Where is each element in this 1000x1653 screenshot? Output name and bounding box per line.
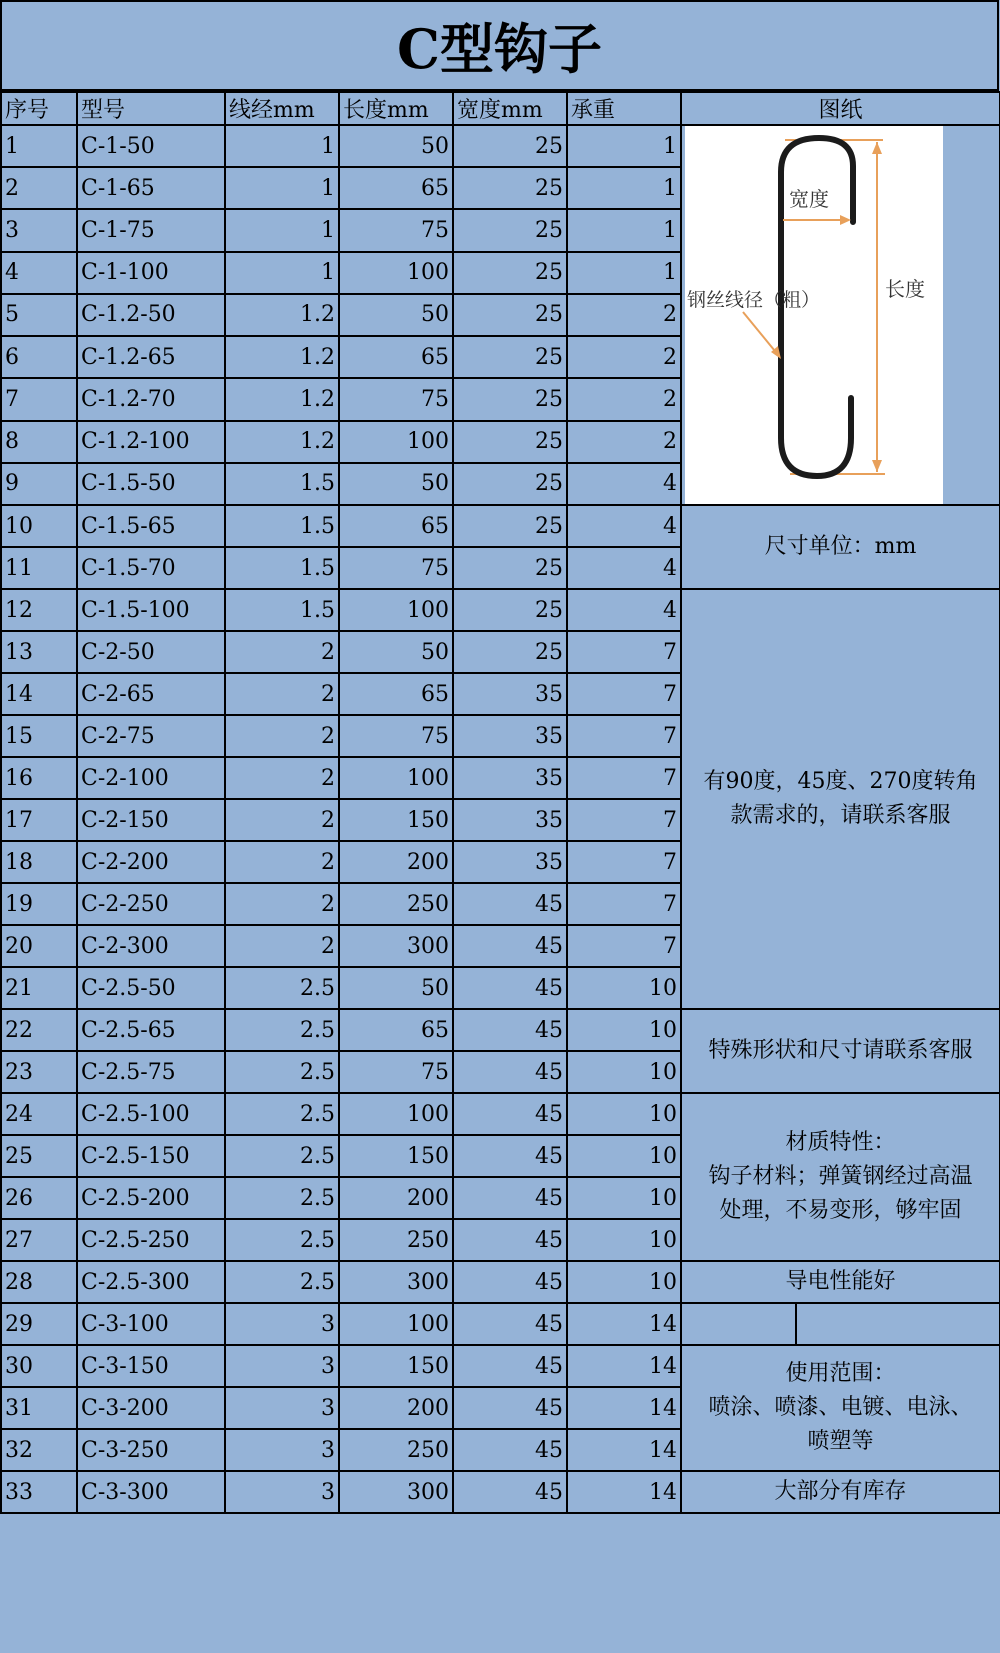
row-wire: 2.5 [225,1177,339,1219]
row-load: 1 [567,125,681,167]
row-length: 65 [339,673,453,715]
table-row [1,1303,1000,1345]
row-index: 33 [1,1471,77,1513]
row-wire: 1.2 [225,294,339,336]
empty-split-cell [681,1303,1000,1345]
note-material-line-1: 材质特性： [785,1130,896,1155]
row-model: C-2.5-250 [77,1219,225,1261]
header-length: 长度mm [339,92,453,125]
row-length: 100 [339,1093,453,1135]
row-length: 200 [339,841,453,883]
row-index: 22 [1,1009,77,1051]
table-row [1,589,1000,631]
row-length: 100 [339,252,453,294]
row-index: 8 [1,421,77,463]
row-index: 13 [1,631,77,673]
row-length: 65 [339,167,453,209]
row-index: 12 [1,589,77,631]
row-width: 45 [453,967,567,1009]
row-width: 35 [453,715,567,757]
row-length: 300 [339,1261,453,1303]
row-length: 65 [339,505,453,547]
row-length: 200 [339,1387,453,1429]
row-wire: 2 [225,631,339,673]
row-load: 4 [567,589,681,631]
row-model: C-1.2-65 [77,336,225,378]
row-index: 24 [1,1093,77,1135]
row-model: C-3-300 [77,1471,225,1513]
row-width: 45 [453,1135,567,1177]
row-load: 7 [567,841,681,883]
spec-table [0,91,1000,1514]
row-width: 35 [453,673,567,715]
row-width: 45 [453,1219,567,1261]
row-load: 1 [567,252,681,294]
row-load: 10 [567,1009,681,1051]
row-wire: 2.5 [225,1093,339,1135]
table-row [1,1345,1000,1387]
row-load: 2 [567,294,681,336]
row-width: 25 [453,252,567,294]
row-index: 10 [1,505,77,547]
row-load: 7 [567,799,681,841]
table-row [1,125,1000,167]
row-wire: 2.5 [225,1135,339,1177]
row-width: 45 [453,1051,567,1093]
row-index: 19 [1,883,77,925]
note-unit [681,505,1000,589]
row-length: 50 [339,967,453,1009]
header-wire: 线经mm [225,92,339,125]
note-angles [681,589,1000,1009]
row-wire: 2 [225,799,339,841]
row-load: 10 [567,1135,681,1177]
row-width: 45 [453,1345,567,1387]
row-model: C-2.5-100 [77,1093,225,1135]
row-load: 7 [567,631,681,673]
row-model: C-1-65 [77,167,225,209]
row-wire: 2.5 [225,1009,339,1051]
note-special [681,1009,1000,1093]
row-model: C-2.5-50 [77,967,225,1009]
row-index: 25 [1,1135,77,1177]
row-model: C-1.2-100 [77,421,225,463]
row-wire: 2 [225,715,339,757]
row-width: 25 [453,631,567,673]
row-load: 7 [567,715,681,757]
row-model: C-1.5-70 [77,547,225,589]
table-row [1,1093,1000,1135]
note-angles-line-1: 有90度，45度、270度转角 [703,769,978,794]
row-model: C-1-75 [77,209,225,251]
row-length: 300 [339,1471,453,1513]
note-special-line-1: 特殊形状和尺寸请联系客服 [708,1038,973,1063]
row-width: 25 [453,589,567,631]
row-width: 25 [453,336,567,378]
row-load: 10 [567,1051,681,1093]
row-length: 250 [339,1429,453,1471]
row-length: 50 [339,125,453,167]
header-index: 序号 [1,92,77,125]
row-load: 10 [567,967,681,1009]
row-width: 25 [453,505,567,547]
row-wire: 2 [225,925,339,967]
table-row [1,505,1000,547]
drawing-cell [681,125,1000,505]
row-model: C-3-250 [77,1429,225,1471]
row-load: 4 [567,463,681,505]
row-model: C-2-100 [77,757,225,799]
row-wire: 2.5 [225,1261,339,1303]
row-length: 65 [339,1009,453,1051]
row-wire: 2.5 [225,967,339,1009]
row-model: C-1.5-65 [77,505,225,547]
row-index: 17 [1,799,77,841]
row-index: 3 [1,209,77,251]
row-model: C-2.5-65 [77,1009,225,1051]
row-model: C-2.5-200 [77,1177,225,1219]
row-load: 7 [567,925,681,967]
row-index: 28 [1,1261,77,1303]
row-length: 65 [339,336,453,378]
row-index: 9 [1,463,77,505]
row-model: C-2-200 [77,841,225,883]
row-index: 18 [1,841,77,883]
row-length: 300 [339,925,453,967]
note-stock-line-1: 大部分有库存 [774,1479,907,1504]
row-width: 25 [453,294,567,336]
row-load: 7 [567,757,681,799]
row-width: 25 [453,463,567,505]
header-width: 宽度mm [453,92,567,125]
drawing-label-length: 长度 [885,277,925,301]
row-model: C-1-50 [77,125,225,167]
note-material-line-3: 处理，不易变形，够牢固 [719,1198,962,1223]
row-width: 35 [453,757,567,799]
row-width: 45 [453,1429,567,1471]
row-wire: 1 [225,252,339,294]
row-width: 35 [453,799,567,841]
row-width: 45 [453,1177,567,1219]
row-model: C-2-50 [77,631,225,673]
row-load: 4 [567,505,681,547]
row-index: 26 [1,1177,77,1219]
row-width: 45 [453,1303,567,1345]
row-wire: 1.2 [225,421,339,463]
row-load: 10 [567,1093,681,1135]
row-width: 25 [453,378,567,420]
row-index: 30 [1,1345,77,1387]
row-load: 2 [567,421,681,463]
row-index: 32 [1,1429,77,1471]
row-wire: 2.5 [225,1219,339,1261]
row-load: 14 [567,1303,681,1345]
row-load: 10 [567,1177,681,1219]
row-width: 45 [453,1387,567,1429]
row-load: 1 [567,167,681,209]
row-length: 75 [339,1051,453,1093]
row-model: C-1-100 [77,252,225,294]
header-model: 型号 [77,92,225,125]
row-index: 31 [1,1387,77,1429]
row-width: 25 [453,209,567,251]
row-length: 150 [339,1135,453,1177]
row-index: 4 [1,252,77,294]
row-wire: 3 [225,1345,339,1387]
row-load: 4 [567,547,681,589]
row-load: 2 [567,336,681,378]
row-wire: 1.5 [225,589,339,631]
row-index: 21 [1,967,77,1009]
page-title: C型钩子 [0,0,999,91]
row-length: 100 [339,1303,453,1345]
note-usage-line-1: 使用范围： [785,1361,896,1386]
row-length: 250 [339,883,453,925]
row-wire: 1.5 [225,463,339,505]
row-model: C-2-65 [77,673,225,715]
row-index: 5 [1,294,77,336]
row-width: 45 [453,1093,567,1135]
row-model: C-2.5-150 [77,1135,225,1177]
row-model: C-3-150 [77,1345,225,1387]
hook-drawing [685,126,943,504]
row-index: 20 [1,925,77,967]
row-model: C-1.5-100 [77,589,225,631]
row-wire: 2 [225,841,339,883]
row-wire: 1.2 [225,336,339,378]
row-length: 75 [339,378,453,420]
drawing-label-wire: 钢丝线径（粗） [687,289,821,311]
row-width: 45 [453,1009,567,1051]
note-usage-line-3: 喷塑等 [807,1429,874,1454]
row-width: 25 [453,167,567,209]
header-drawing: 图纸 [681,92,1000,125]
row-index: 14 [1,673,77,715]
row-length: 50 [339,631,453,673]
row-wire: 1.5 [225,505,339,547]
note-conductive [681,1261,1000,1303]
row-wire: 1.5 [225,547,339,589]
row-model: C-2-150 [77,799,225,841]
row-width: 35 [453,841,567,883]
row-width: 25 [453,547,567,589]
row-length: 100 [339,757,453,799]
row-wire: 3 [225,1387,339,1429]
row-width: 25 [453,421,567,463]
row-load: 14 [567,1429,681,1471]
row-width: 45 [453,925,567,967]
row-length: 75 [339,715,453,757]
row-model: C-3-100 [77,1303,225,1345]
row-load: 14 [567,1345,681,1387]
note-angles-line-2: 款需求的，请联系客服 [730,803,951,828]
row-length: 50 [339,294,453,336]
row-index: 16 [1,757,77,799]
note-stock [681,1471,1000,1513]
row-wire: 2 [225,883,339,925]
row-index: 2 [1,167,77,209]
row-index: 15 [1,715,77,757]
row-wire: 3 [225,1471,339,1513]
row-length: 100 [339,589,453,631]
row-model: C-2.5-300 [77,1261,225,1303]
note-usage [681,1345,1000,1471]
row-length: 100 [339,421,453,463]
row-load: 14 [567,1387,681,1429]
row-load: 2 [567,378,681,420]
header-row [1,92,1000,125]
note-conductive-line-1: 导电性能好 [785,1269,896,1294]
row-load: 7 [567,883,681,925]
row-index: 29 [1,1303,77,1345]
row-wire: 3 [225,1429,339,1471]
row-model: C-2-75 [77,715,225,757]
row-model: C-2-250 [77,883,225,925]
note-unit-line-1: 尺寸单位：mm [764,534,917,559]
row-wire: 1 [225,209,339,251]
divider [795,1304,797,1344]
table-row [1,1261,1000,1303]
row-index: 23 [1,1051,77,1093]
row-index: 11 [1,547,77,589]
note-usage-line-2: 喷涂、喷漆、电镀、电泳、 [708,1395,973,1420]
row-length: 50 [339,463,453,505]
row-index: 1 [1,125,77,167]
row-length: 75 [339,547,453,589]
row-index: 7 [1,378,77,420]
table-row [1,1009,1000,1051]
row-model: C-3-200 [77,1387,225,1429]
row-length: 150 [339,1345,453,1387]
row-index: 6 [1,336,77,378]
row-load: 10 [567,1219,681,1261]
row-wire: 1.2 [225,378,339,420]
row-wire: 3 [225,1303,339,1345]
row-model: C-1.5-50 [77,463,225,505]
row-length: 75 [339,209,453,251]
row-width: 45 [453,1471,567,1513]
row-wire: 1 [225,125,339,167]
row-length: 200 [339,1177,453,1219]
row-width: 25 [453,125,567,167]
note-material [681,1093,1000,1261]
row-load: 14 [567,1471,681,1513]
note-material-line-2: 钩子材料；弹簧钢经过高温 [708,1164,973,1189]
row-model: C-2-300 [77,925,225,967]
row-model: C-1.2-50 [77,294,225,336]
row-wire: 1 [225,167,339,209]
row-index: 27 [1,1219,77,1261]
row-wire: 2 [225,673,339,715]
row-load: 1 [567,209,681,251]
row-width: 45 [453,1261,567,1303]
row-width: 45 [453,883,567,925]
row-wire: 2 [225,757,339,799]
row-load: 10 [567,1261,681,1303]
drawing-label-width: 宽度 [789,187,829,211]
row-model: C-2.5-75 [77,1051,225,1093]
row-model: C-1.2-70 [77,378,225,420]
row-length: 150 [339,799,453,841]
row-load: 7 [567,673,681,715]
table-row [1,1471,1000,1513]
row-wire: 2.5 [225,1051,339,1093]
header-load: 承重 [567,92,681,125]
row-length: 250 [339,1219,453,1261]
